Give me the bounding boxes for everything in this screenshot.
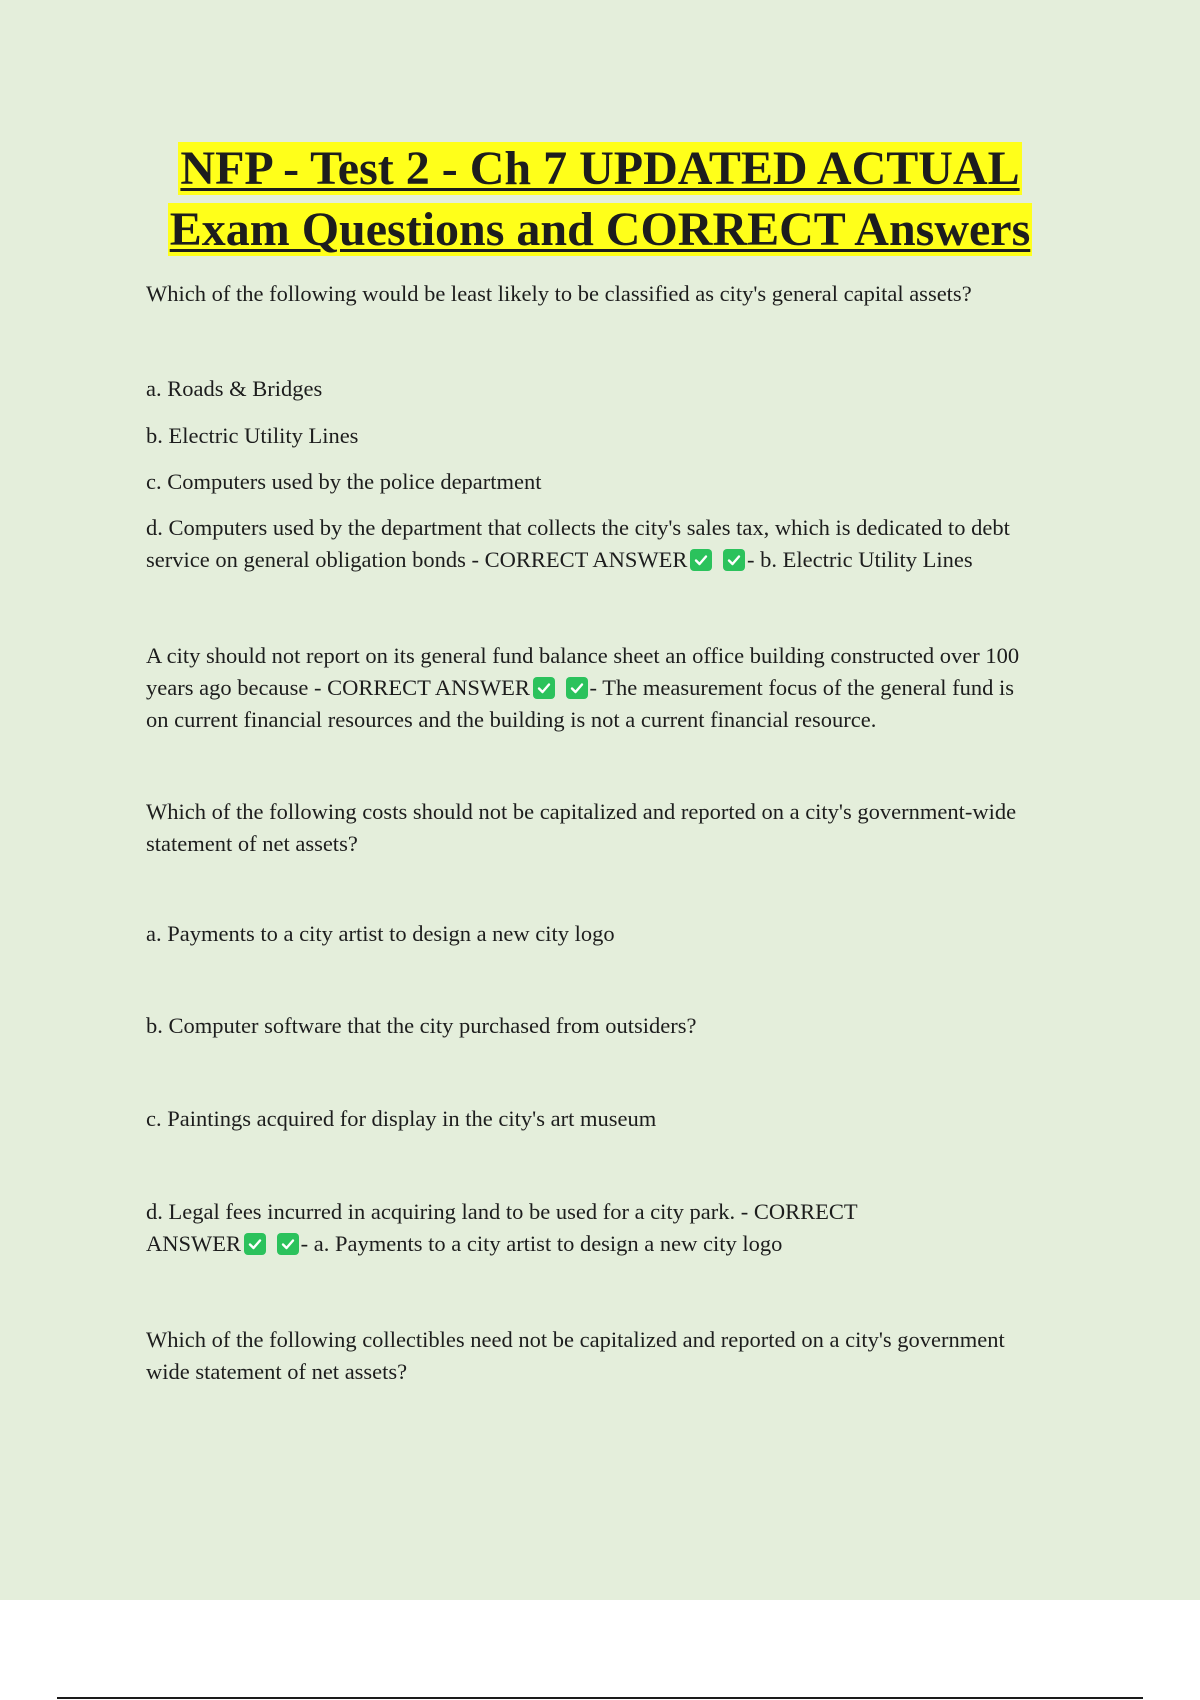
- check-icon: [244, 1233, 266, 1255]
- question-3-text: [146, 796, 1096, 860]
- question-3-option-c: c. Paintings acquired for display in the city's art museum: [146, 1106, 657, 1131]
- question-1-option-d-line-1: d. Computers used by the department that collects the city's sales tax, which is dedicated to debt: [146, 515, 1010, 540]
- question-2-line-2: years ago because - CORRECT ANSWER: [146, 675, 530, 700]
- question-1-option-d: [146, 512, 1096, 576]
- question-3-option-a: a. Payments to a city artist to design a new city logo: [146, 921, 615, 946]
- question-1-option-c: c. Computers used by the police department: [146, 469, 542, 494]
- check-icon: [723, 549, 745, 571]
- question-4-line-2: wide statement of net assets?: [146, 1359, 408, 1384]
- question-3-line-2: statement of net assets?: [146, 831, 358, 856]
- question-1-text: Which of the following would be least likely to be classified as city's general capital assets?: [146, 281, 972, 306]
- question-4-text: [146, 1324, 1096, 1388]
- question-3-option-d-line-1: d. Legal fees incurred in acquiring land to be used for a city park. - CORRECT: [146, 1199, 858, 1224]
- check-icon: [277, 1233, 299, 1255]
- question-3-option-b: b. Computer software that the city purchased from outsiders?: [146, 1013, 697, 1038]
- question-2-line-3: on current financial resources and the building is not a current financial resource.: [146, 707, 877, 732]
- check-icon: [533, 677, 555, 699]
- question-3-option-d-line-2: ANSWER: [146, 1231, 241, 1256]
- question-1-answer: - b. Electric Utility Lines: [747, 547, 973, 572]
- question-1-option-a: a. Roads & Bridges: [146, 376, 323, 401]
- question-3-option-d: [146, 1196, 1096, 1260]
- question-3-line-1: Which of the following costs should not be capitalized and reported on a city's government-wide: [146, 799, 1017, 824]
- check-icon: [566, 677, 588, 699]
- footer-rule: [57, 1697, 1143, 1699]
- title-line-2: Exam Questions and CORRECT Answers: [169, 203, 1031, 256]
- question-1-option-b: b. Electric Utility Lines: [146, 423, 359, 448]
- question-1-option-d-line-2: service on general obligation bonds - CORRECT ANSWER: [146, 547, 688, 572]
- question-2: [146, 640, 1096, 736]
- question-2-line-1: A city should not report on its general fund balance sheet an office building constructed over 100: [146, 643, 1020, 668]
- document-title: [0, 138, 1200, 260]
- check-icon: [690, 549, 712, 571]
- title-line-1: NFP - Test 2 - Ch 7 UPDATED ACTUAL: [180, 142, 1020, 195]
- question-4-line-1: Which of the following collectibles need not be capitalized and reported on a city's government: [146, 1327, 1005, 1352]
- question-2-answer: - The measurement focus of the general fund is: [589, 675, 1014, 700]
- question-3-answer: - a. Payments to a city artist to design a new city logo: [300, 1231, 783, 1256]
